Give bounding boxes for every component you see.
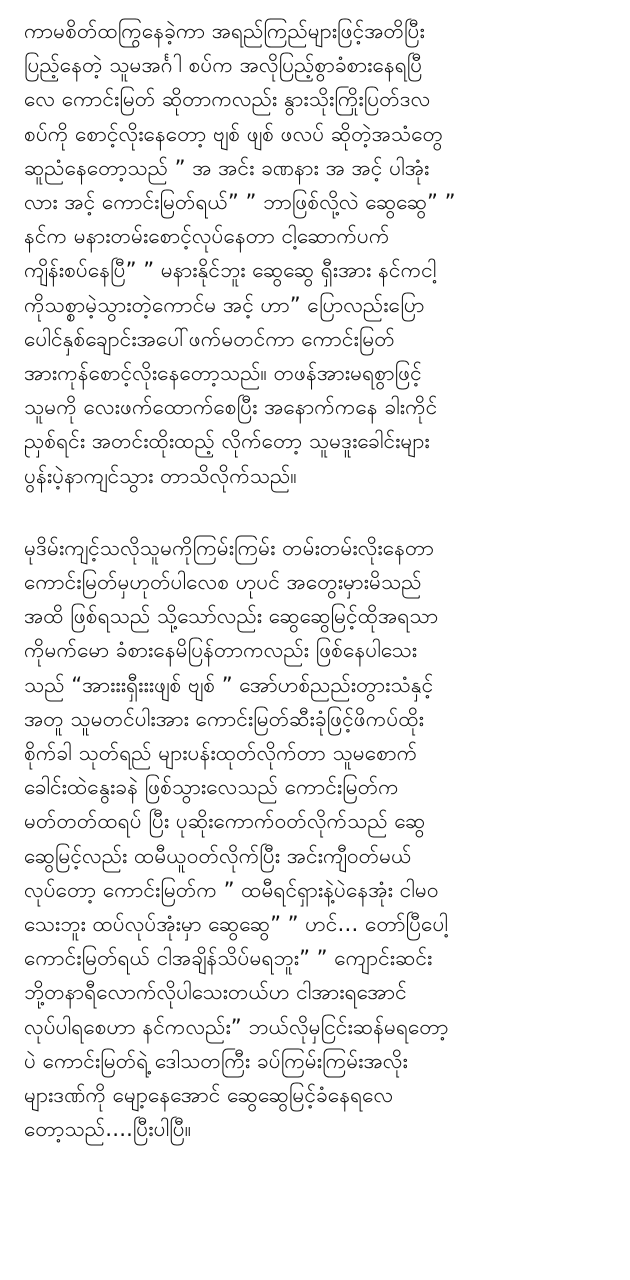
text-line: အားကုန်စောင့်လိုးနေတော့သည်။ တဖန်အားမရစွာဖြင့် (24, 361, 422, 386)
text-line: ကျိန်းစပ်နေပြီ” ” မနားနိုင်ဘူး ဆွေဆွေ ရှီးအား နင်ကငါ့ (24, 258, 437, 283)
text-line: ကောင်းမြတ်မှဟုတ်ပါလေစ ဟုပင် အတွေးမှားမိသည် (24, 570, 422, 595)
text-line: ကာမစိတ်ထကြွနေခဲ့ကာ အရည်ကြည်များဖြင့်အတိပြီး (24, 19, 425, 43)
text-line: အတူ သူမတင်ပါးအား ကောင်းမြတ်ဆီးခုံဖြင့်ဖိကပ်ထိုး (24, 706, 424, 731)
paragraph-2 (24, 531, 608, 1147)
text-line: လုပ်ပါရစေဟာ နင်ကလည်း” ဘယ်လိုမှငြင်းဆန်မရတော့ (24, 1014, 449, 1039)
text-line: သူမကို လေးဖက်ထောက်စေပြီး အနောက်ကနေ ခါးကိုင် (24, 395, 438, 420)
text-line: လား အင့် ကောင်းမြတ်ရယ်” ” ဘာဖြစ်လို့လဲ ဆွေဆွေ” ” (24, 190, 456, 215)
text-line: နင်က မနားတမ်းစောင့်လုပ်နေတာ ငါ့ဆောက်ပက် (24, 224, 390, 249)
text-line: အထိ ဖြစ်ရသည် သို့သော်လည်း ဆွေဆွေမြင့်ထိုအရသာ (24, 604, 439, 629)
text-line: မတ်တတ်ထရပ် ပြီး ပုဆိုးကောက်ဝတ်လိုက်သည် ဆွေ (24, 809, 426, 834)
text-line: ကိုမက်မော ခံစားနေမိပြန်တာကလည်း ဖြစ်နေပါသေး (24, 638, 418, 663)
text-line: ဘို့တနာရီလောက်လိုပါသေးတယ်ဟ ငါအားရအောင် (24, 980, 407, 1005)
text-line: ညှစ်ရင်း အတင်းထိုးထည့် လိုက်တော့ သူမဒူးခေါင်းများ (24, 429, 430, 454)
text-line: ပဲ ကောင်းမြတ်ရဲ့ ဒေါသတကြီး ခပ်ကြမ်းကြမ်းအလိုး (24, 1048, 408, 1073)
text-line: ပွန်းပဲ့နာကျင်သွား တာသိလိုက်သည်။ (24, 463, 297, 488)
text-line: ခေါင်းထဲနွေးခနဲ ဖြစ်သွားလေသည် ကောင်းမြတ်က (24, 775, 399, 800)
text-line: ပေါင်နှစ်ချောင်းအပေါ်ဖက်မတင်ကာ ကောင်းမြတ် (24, 326, 395, 351)
paragraph-1 (24, 14, 608, 493)
text-line: တော့သည်….ပြီးပါပြီ။ (24, 1117, 192, 1142)
text-line: ဆွေမြင့်လည်း ထမီယူဝတ်လိုက်ပြီး အင်းကျီဝတ်မယ် (24, 843, 412, 868)
text-line: လုပ်တော့ ကောင်းမြတ်က ” ထမီရင်ရှားနဲ့ပဲနေအုံး ငါမဝ (24, 877, 439, 902)
paragraph-spacing (24, 493, 608, 531)
text-line: ကိုသစ္စာမဲ့သွားတဲ့ကောင်မ အင့် ဟာ” ပြောလည်းပြော (24, 292, 425, 317)
text-line: ကောင်းမြတ်ရယ် ငါအချိန်သိပ်မရဘူး” ” ကျောင်းဆင်း (24, 946, 433, 971)
text-line: သေးဘူး ထပ်လုပ်အုံးမှာ ဆွေဆွေ” ” ဟင်… တော်ပြီပေါ့ (24, 912, 449, 937)
text-line: ပြည့်နေတဲ့ သူမအင်္ဂါ စပ်က အလိုပြည့်စွာခံစားနေရပြီ (24, 53, 423, 78)
text-line: ဆူညံနေတော့သည် ” အ အင်း ခဏနား အ အင့် ပါအုံး (24, 155, 430, 180)
text-line: များဒဏ်ကို မျော့နေအောင် ဆွေဆွေမြင့်ခံနေရလေ (24, 1083, 394, 1108)
text-line: မုဒိမ်းကျင့်သလိုသူမကိုကြမ်းကြမ်း တမ်းတမ်းလိုးနေတာ (24, 535, 435, 560)
text-line: သည် “အားးးရှီးးးဖျစ် ဗျစ် ” အော်ဟစ်ညည်းတွားသံနှင့် (24, 672, 434, 697)
text-line: စိုက်ခါ သုတ်ရည် များပန်းထုတ်လိုက်တာ သူမစောက် (24, 741, 418, 766)
text-line: စပ်ကို စောင့်လိုးနေတော့ ဗျစ် ဖျစ် ဖလပ် ဆိုတဲ့အသံတွေ (24, 121, 444, 146)
text-line: လေ ကောင်းမြတ် ဆိုတာကလည်း နွားသိုးကြိုးပြတ်ဒလ (24, 87, 431, 112)
